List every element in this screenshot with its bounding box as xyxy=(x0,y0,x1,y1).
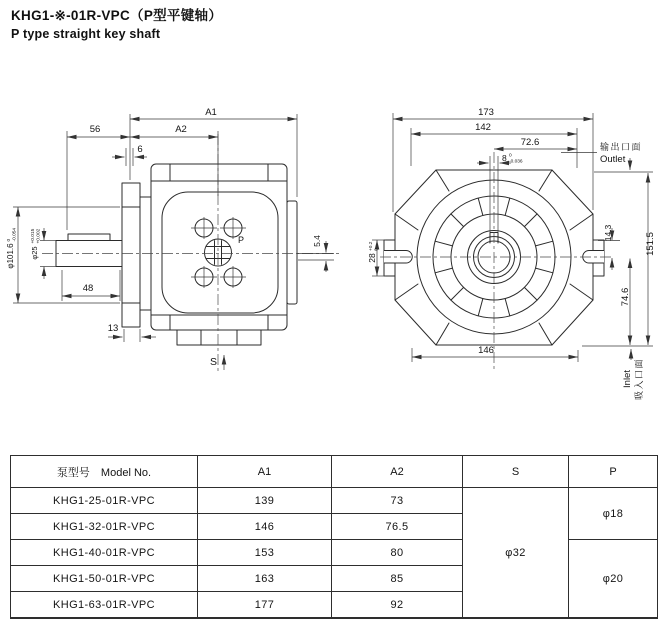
dim-151-5 xyxy=(645,232,656,256)
header-a1: A1 xyxy=(198,456,332,488)
mounting-flange xyxy=(122,183,140,327)
front-view xyxy=(367,107,656,400)
svg-text:74.6: 74.6 xyxy=(620,287,631,307)
svg-text:151.5: 151.5 xyxy=(645,232,656,256)
spec-table xyxy=(10,455,658,619)
dim-13: 13 xyxy=(107,323,119,334)
header-a2: A2 xyxy=(332,456,463,488)
svg-text:0: 0 xyxy=(374,248,380,251)
svg-text:-0.054: -0.054 xyxy=(12,227,18,242)
shaft-key xyxy=(68,234,110,241)
dim-48: 48 xyxy=(82,283,94,294)
s-cell: φ32 xyxy=(463,488,569,619)
side-view xyxy=(6,107,340,372)
model-cell: KHG1-25-01R-VPC xyxy=(11,488,198,514)
dim-6: 6 xyxy=(137,144,143,155)
inlet-label-en xyxy=(622,370,633,388)
p-cell-small: φ18 xyxy=(569,488,658,540)
port-s-label: S xyxy=(210,356,218,368)
outlet-label-cn: 输出口面 xyxy=(600,142,643,152)
dim-dia101 xyxy=(6,228,18,269)
model-cell: KHG1-50-01R-VPC xyxy=(11,566,198,592)
inlet-label-cn xyxy=(633,358,644,400)
dim-142: 142 xyxy=(475,122,491,133)
dim-key8-sub: -0.036 xyxy=(509,159,523,165)
a2-cell: 73 xyxy=(332,488,463,514)
svg-text:φ101.6: φ101.6 xyxy=(6,243,15,269)
a2-cell: 92 xyxy=(332,592,463,619)
svg-text:Inlet: Inlet xyxy=(622,370,633,388)
dim-a2: A2 xyxy=(175,124,187,135)
port-p-label: P xyxy=(238,235,245,245)
dim-key8: 8 xyxy=(502,153,507,163)
dim-key8-sup: 0 xyxy=(509,153,512,159)
dim-173: 173 xyxy=(478,107,494,118)
dim-a1: A1 xyxy=(205,107,217,118)
a2-cell: 76.5 xyxy=(332,514,463,540)
svg-text:14.3: 14.3 xyxy=(603,224,613,242)
header-p: P xyxy=(569,456,658,488)
svg-text:+0.2: +0.2 xyxy=(369,241,374,251)
model-cell: KHG1-40-01R-VPC xyxy=(11,540,198,566)
svg-text:0: 0 xyxy=(7,238,12,242)
a2-cell: 80 xyxy=(332,540,463,566)
dim-56: 56 xyxy=(89,124,101,135)
model-cell: KHG1-63-01R-VPC xyxy=(11,592,198,619)
svg-text:φ25: φ25 xyxy=(30,246,39,260)
table-row xyxy=(11,488,658,514)
a1-cell: 153 xyxy=(198,540,332,566)
a1-cell: 139 xyxy=(198,488,332,514)
dim-dia25 xyxy=(30,228,42,259)
dim-72-6: 72.6 xyxy=(520,137,540,148)
svg-text:+0.015: +0.015 xyxy=(31,228,36,244)
suction-port-block xyxy=(177,330,261,345)
header-model: 泵型号 Model No. xyxy=(11,456,198,488)
page-title: KHG1-※-01R-VPC（P型平键轴） xyxy=(11,8,223,23)
dim-28 xyxy=(367,241,380,263)
svg-text:+0.002: +0.002 xyxy=(36,228,42,244)
a2-cell: 85 xyxy=(332,566,463,592)
svg-text:吸入口面: 吸入口面 xyxy=(634,357,644,401)
p-cell-large: φ20 xyxy=(569,540,658,619)
dim-14-3 xyxy=(603,224,613,241)
a1-cell: 177 xyxy=(198,592,332,619)
svg-text:5.4: 5.4 xyxy=(312,235,322,247)
dim-146: 146 xyxy=(478,345,494,356)
table-header-row xyxy=(11,456,658,488)
a1-cell: 163 xyxy=(198,566,332,592)
dim-5-4 xyxy=(312,235,322,247)
outlet-label-en: Outlet xyxy=(600,154,626,165)
a1-cell: 146 xyxy=(198,514,332,540)
page-subtitle: P type straight key shaft xyxy=(11,27,161,41)
rear-cover xyxy=(287,201,297,304)
svg-text:28: 28 xyxy=(367,253,377,263)
header-s: S xyxy=(463,456,569,488)
model-cell: KHG1-32-01R-VPC xyxy=(11,514,198,540)
dim-74-6 xyxy=(620,288,631,307)
